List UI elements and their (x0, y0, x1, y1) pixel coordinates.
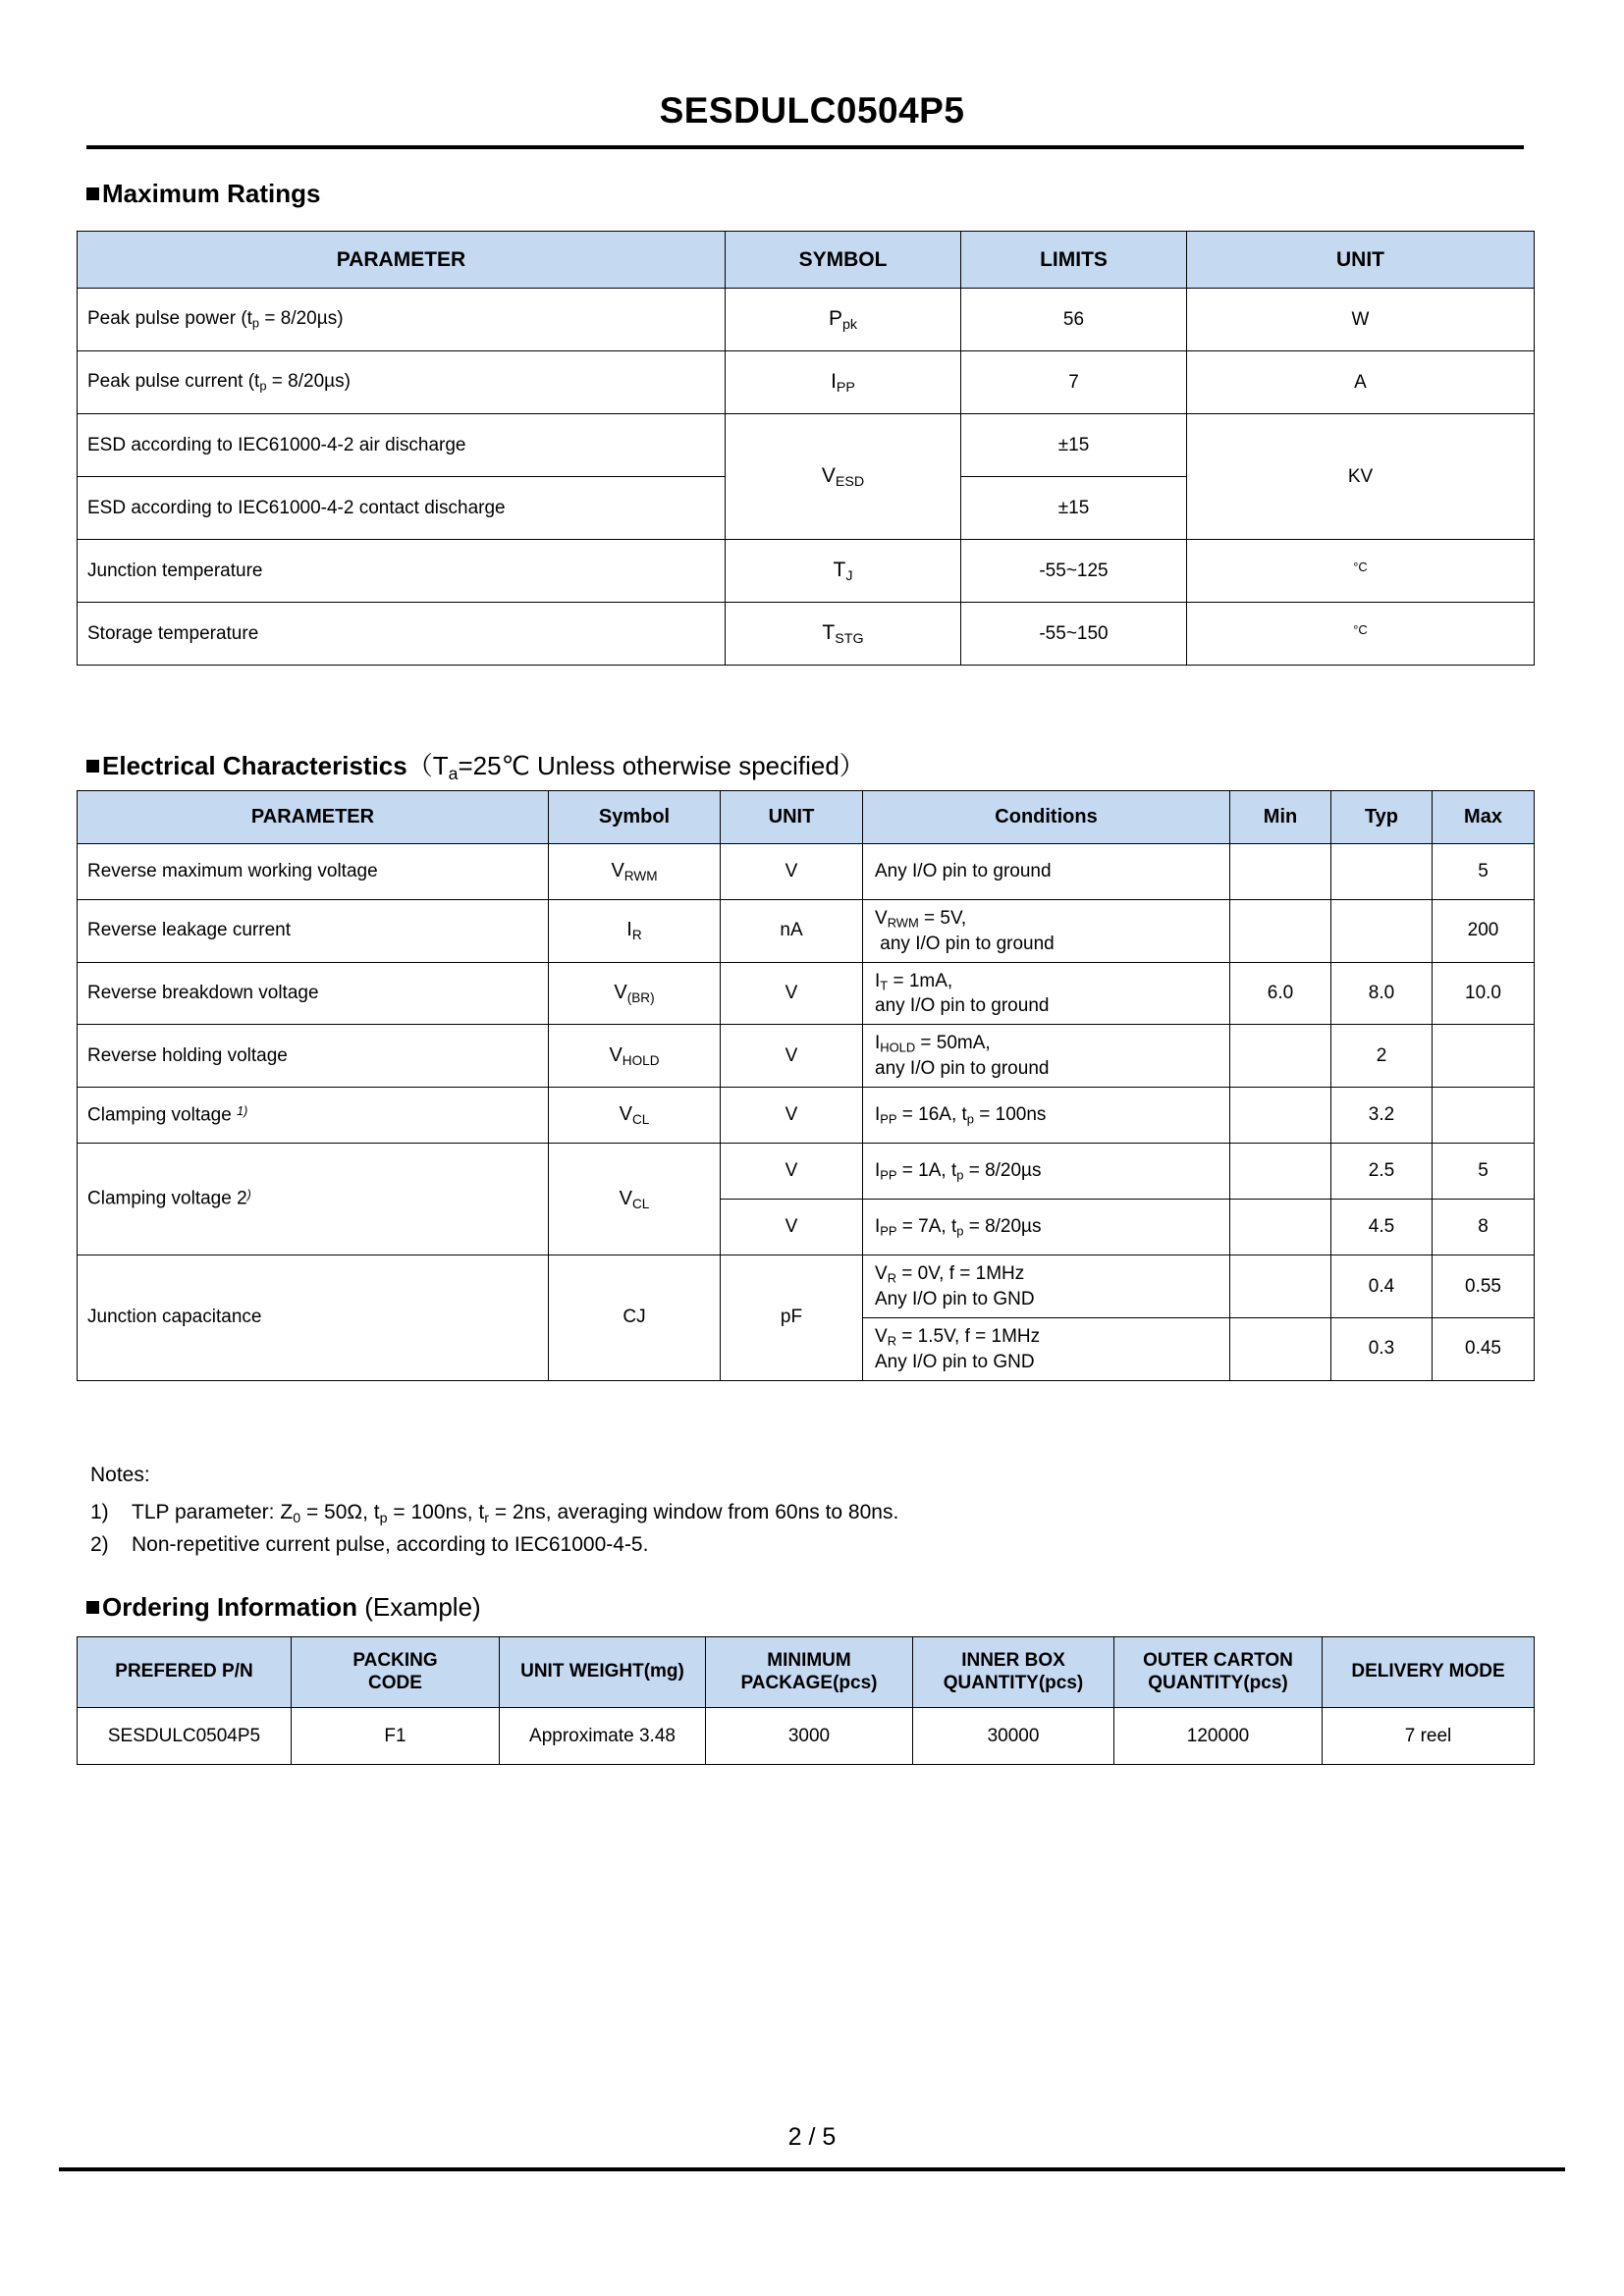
cell-max: 5 (1433, 1144, 1535, 1200)
cell-parameter: ESD according to IEC61000-4-2 contact discharge (78, 477, 726, 540)
table-header-row (78, 791, 1535, 844)
cell-unit: V (721, 1144, 863, 1200)
cell-packing-code: F1 (292, 1708, 500, 1765)
cell-typ: 2.5 (1331, 1144, 1433, 1200)
cell-limits: 7 (961, 351, 1187, 414)
cell-typ: 0.3 (1331, 1317, 1433, 1380)
cell-symbol: $V_{RWM}$ (549, 844, 721, 900)
cell-min (1230, 900, 1331, 963)
cell-min (1230, 1088, 1331, 1144)
note-item: 2) Non-repetitive current pulse, according to IEC61000-4-5. (90, 1533, 649, 1557)
note-item: 1) TLP parameter: $Z_0 = 50\Omega$, $t_p = 100ns$, $t_r = 2ns$, averaging window from 60ns to 80ns. (90, 1501, 899, 1526)
ordering-information-table (77, 1636, 1535, 1765)
col-min: Min (1230, 791, 1331, 844)
section-bullet-icon (86, 187, 99, 200)
table-row (78, 351, 1535, 414)
cell-limits: -55~125 (961, 540, 1187, 603)
cell-conditions: $I_{HOLD} = 50mA$, any I/O pin to ground (863, 1025, 1230, 1088)
col-symbol: Symbol (549, 791, 721, 844)
cell-typ (1331, 844, 1433, 900)
cell-typ: 4.5 (1331, 1200, 1433, 1255)
cell-unit-weight: Approximate 3.48 (500, 1708, 706, 1765)
table-row (78, 962, 1535, 1025)
col-parameter: PARAMETER (78, 791, 549, 844)
table-row (78, 1088, 1535, 1144)
cell-symbol: CJ (549, 1255, 721, 1380)
page-number: 2 / 5 (787, 2123, 837, 2151)
cell-max (1433, 1025, 1535, 1088)
cell-min (1230, 1144, 1331, 1200)
col-unit: UNIT (721, 791, 863, 844)
cell-symbol: $V_{CL}$ (549, 1088, 721, 1144)
cell-parameter: Junction capacitance (78, 1255, 549, 1380)
col-symbol: SYMBOL (726, 232, 961, 289)
ordering-heading-text: Ordering Information (102, 1592, 357, 1622)
cell-conditions: $I_{PP} = 16A$, $t_p = 100ns$ (863, 1088, 1230, 1144)
col-limits: LIMITS (961, 232, 1187, 289)
cell-max (1433, 1088, 1535, 1144)
cell-unit: KV (1187, 414, 1535, 540)
section-heading-ordering-information: Ordering Information (Example) (86, 1592, 481, 1623)
cell-min (1230, 1317, 1331, 1380)
cell-unit: V (721, 1088, 863, 1144)
cell-typ: 0.4 (1331, 1255, 1433, 1318)
table-row (78, 289, 1535, 351)
col-packing-code: PACKING CODE (292, 1637, 500, 1708)
cell-symbol: $T_J$ (726, 540, 961, 603)
cell-unit: W (1187, 289, 1535, 351)
table-row (78, 540, 1535, 603)
cell-limits: -55~150 (961, 603, 1187, 666)
cell-parameter: Peak pulse power $(t_p = 8/20\mu s)$ (78, 289, 726, 351)
cell-max: 8 (1433, 1200, 1535, 1255)
cell-conditions: $I_{PP} = 7A$, $t_p = 8/20\mu s$ (863, 1200, 1230, 1255)
col-inner-box-quantity: INNER BOX QUANTITY(pcs) (913, 1637, 1114, 1708)
cell-max: 0.45 (1433, 1317, 1535, 1380)
maximum-ratings-heading-text: Maximum Ratings (102, 179, 321, 208)
cell-conditions: $V_R = 1.5V$, f = 1MHz Any I/O pin to GND (863, 1317, 1230, 1380)
col-minimum-package: MINIMUM PACKAGE(pcs) (706, 1637, 913, 1708)
cell-max: 10.0 (1433, 962, 1535, 1025)
cell-min (1230, 844, 1331, 900)
cell-unit: V (721, 1200, 863, 1255)
cell-outer-carton-quantity: 120000 (1114, 1708, 1323, 1765)
section-heading-maximum-ratings (86, 179, 321, 209)
cell-max: 5 (1433, 844, 1535, 900)
col-delivery-mode: DELIVERY MODE (1323, 1637, 1535, 1708)
cell-min: 6.0 (1230, 962, 1331, 1025)
cell-limits: 56 (961, 289, 1187, 351)
notes-label: Notes: (90, 1464, 150, 1486)
cell-symbol: $V_{HOLD}$ (549, 1025, 721, 1088)
cell-prefered-pn: SESDULC0504P5 (78, 1708, 292, 1765)
cell-min (1230, 1255, 1331, 1318)
cell-conditions: $V_{RWM} = 5V$, any I/O pin to ground (863, 900, 1230, 963)
electrical-heading-text: Electrical Characteristics (102, 751, 407, 780)
cell-symbol: $V_{CL}$ (549, 1144, 721, 1255)
cell-unit: A (1187, 351, 1535, 414)
cell-symbol: $P_{pk}$ (726, 289, 961, 351)
col-conditions: Conditions (863, 791, 1230, 844)
table-row (78, 1025, 1535, 1088)
cell-typ: 2 (1331, 1025, 1433, 1088)
cell-typ (1331, 900, 1433, 963)
cell-unit: pF (721, 1255, 863, 1380)
table-header-row (78, 1637, 1535, 1708)
section-bullet-icon (86, 1601, 99, 1614)
cell-parameter: ESD according to IEC61000-4-2 air discharge (78, 414, 726, 477)
electrical-characteristics-table (77, 790, 1535, 1381)
cell-minimum-package: 3000 (706, 1708, 913, 1765)
col-outer-carton-quantity: OUTER CARTON QUANTITY(pcs) (1114, 1637, 1323, 1708)
col-prefered-pn: PREFERED P/N (78, 1637, 292, 1708)
cell-unit: °C (1187, 603, 1535, 666)
cell-symbol: $T_{STG}$ (726, 603, 961, 666)
cell-parameter: Reverse maximum working voltage (78, 844, 549, 900)
col-typ: Typ (1331, 791, 1433, 844)
cell-parameter: Reverse holding voltage (78, 1025, 549, 1088)
cell-parameter: Junction temperature (78, 540, 726, 603)
cell-conditions: $I_T = 1mA$, any I/O pin to ground (863, 962, 1230, 1025)
cell-conditions: $I_{PP} = 1A$, $t_p = 8/20\mu s$ (863, 1144, 1230, 1200)
col-unit: UNIT (1187, 232, 1535, 289)
notes-block (90, 1465, 898, 1564)
cell-unit: °C (1187, 540, 1535, 603)
cell-max: 200 (1433, 900, 1535, 963)
table-row (78, 844, 1535, 900)
table-row (78, 900, 1535, 963)
cell-limits: ±15 (961, 414, 1187, 477)
cell-parameter: Clamping voltage 2) (78, 1144, 549, 1255)
cell-min (1230, 1025, 1331, 1088)
cell-parameter: Storage temperature (78, 603, 726, 666)
footer-divider (59, 2167, 1565, 2171)
cell-unit: V (721, 1025, 863, 1088)
table-row (78, 1708, 1535, 1765)
cell-unit: V (721, 962, 863, 1025)
cell-typ: 8.0 (1331, 962, 1433, 1025)
cell-delivery-mode: 7 reel (1323, 1708, 1535, 1765)
cell-parameter: Clamping voltage $^{1)}$ (78, 1088, 549, 1144)
table-row (78, 1255, 1535, 1318)
cell-parameter: Reverse breakdown voltage (78, 962, 549, 1025)
page-title: SESDULC0504P5 (659, 90, 965, 131)
table-row (78, 603, 1535, 666)
cell-symbol: $I_{PP}$ (726, 351, 961, 414)
cell-typ: 3.2 (1331, 1088, 1433, 1144)
maximum-ratings-table (77, 231, 1535, 666)
cell-parameter: Reverse leakage current (78, 900, 549, 963)
col-unit-weight: UNIT WEIGHT(mg) (500, 1637, 706, 1708)
section-bullet-icon (86, 760, 99, 773)
cell-parameter: Peak pulse current $(t_p = 8/20\mu s)$ (78, 351, 726, 414)
col-parameter: PARAMETER (78, 232, 726, 289)
cell-unit: nA (721, 900, 863, 963)
cell-symbol: $V_{(BR)}$ (549, 962, 721, 1025)
table-row (78, 414, 1535, 477)
header-divider (86, 145, 1524, 149)
cell-symbol: $I_R$ (549, 900, 721, 963)
cell-min (1230, 1200, 1331, 1255)
cell-limits: ±15 (961, 477, 1187, 540)
cell-max: 0.55 (1433, 1255, 1535, 1318)
cell-inner-box-quantity: 30000 (913, 1708, 1114, 1765)
col-max: Max (1433, 791, 1535, 844)
cell-conditions: Any I/O pin to ground (863, 844, 1230, 900)
table-row (78, 1144, 1535, 1200)
cell-conditions: $V_R = 0V$, f = 1MHz Any I/O pin to GND (863, 1255, 1230, 1318)
table-header-row (78, 232, 1535, 289)
section-heading-electrical-characteristics: Electrical $Characteristics(T_a=25℃$ Unless otherwise specified） (86, 746, 865, 784)
cell-symbol: $V_{ESD}$ (726, 414, 961, 540)
cell-unit: V (721, 844, 863, 900)
